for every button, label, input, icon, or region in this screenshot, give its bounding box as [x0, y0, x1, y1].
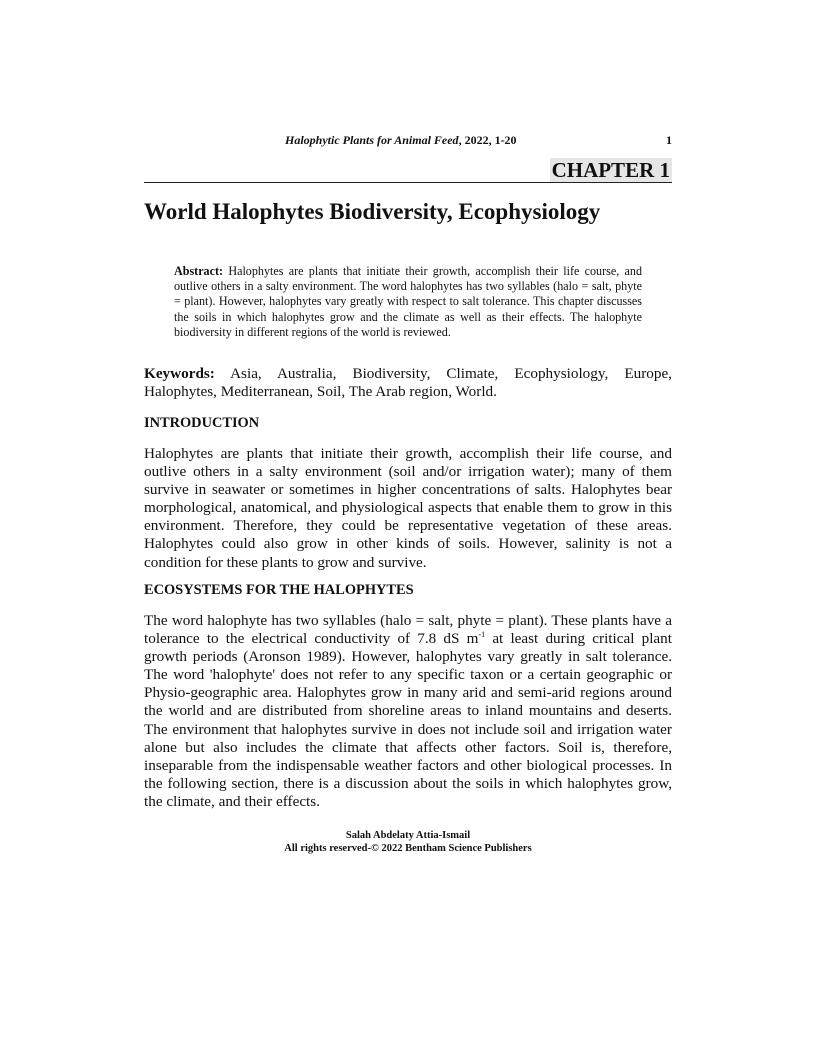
abstract-label: Abstract:	[174, 264, 224, 278]
chapter-label: CHAPTER 1	[551, 158, 670, 182]
keywords-text: Asia, Australia, Biodiversity, Climate, Ecophysiology, Europe, Halophytes, Mediterranean, Soil, The Arab region, World.	[144, 365, 672, 400]
introduction-paragraph: Halophytes are plants that initiate their growth, accomplish their life course, and outlive others in a salty environment (soil and/or irrigation water); many of them survive in seawater or sometimes in higher concentrations of salts. Halophytes bear morphological, anatomical, and physiological aspects that enable them to grow in this environment. Therefore, they could be representative vegetation of these areas. Halophytes could also grow in other kinds of soils. However, salinity is not a condition for these plants to grow and survive.	[144, 445, 672, 571]
keywords-label: Keywords:	[144, 365, 215, 382]
footer-rights: All rights reserved-© 2022 Bentham Science Publishers	[284, 843, 532, 854]
page-number: 1	[666, 133, 672, 147]
journal-title: Halophytic Plants for Animal Feed	[285, 133, 459, 147]
ecosystems-superscript: -1	[478, 630, 486, 640]
introduction-heading: INTRODUCTION	[144, 415, 260, 431]
ecosystems-heading: ECOSYSTEMS FOR THE HALOPHYTES	[144, 582, 414, 598]
page-footer	[144, 829, 672, 855]
ecosystems-text-part1: The word halophyte has two syllables (halo = salt, phyte = plant). These plants have a tolerance to the electrical conductivity of 7.8 dS m	[144, 612, 672, 648]
abstract	[174, 264, 642, 340]
journal-citation	[285, 133, 517, 148]
header-rule	[144, 182, 672, 183]
keywords	[144, 365, 672, 401]
abstract-text: Halophytes are plants that initiate their growth, accomplish their life course, and outlive others in a salty environment. The word halophytes has two syllables (halo = salt, phyte = plant). However, halophytes vary greatly with respect to salt tolerance. This chapter discusses the soils in which halophytes grow and the climate as well as their effects. The halophyte biodiversity in different regions of the world is reviewed.	[174, 264, 642, 339]
ecosystems-text-part2: at least during critical plant growth periods (Aronson 1989). However, halophytes vary greatly in salt tolerance. The word 'halophyte' does not refer to any specific taxon or a certain geographic or Physio-geographic area. Halophytes grow in many arid and semi-arid regions around the world and are distributed from shoreline areas to inland mountains and deserts. The environment that halophytes survive in does not include soil and irrigation water alone but also includes the climate that affects other factors. Soil is, therefore, inseparable from the indispensable weather factors and other biological processes. In the following section, there is a discussion about the soils in which halophytes grow, the climate, and their effects.	[144, 630, 672, 810]
footer-author: Salah Abdelaty Attia-Ismail	[345, 830, 471, 841]
chapter-title: World Halophytes Biodiversity, Ecophysiology	[144, 199, 601, 224]
journal-details: , 2022, 1-20	[458, 133, 517, 147]
ecosystems-paragraph	[144, 612, 672, 811]
